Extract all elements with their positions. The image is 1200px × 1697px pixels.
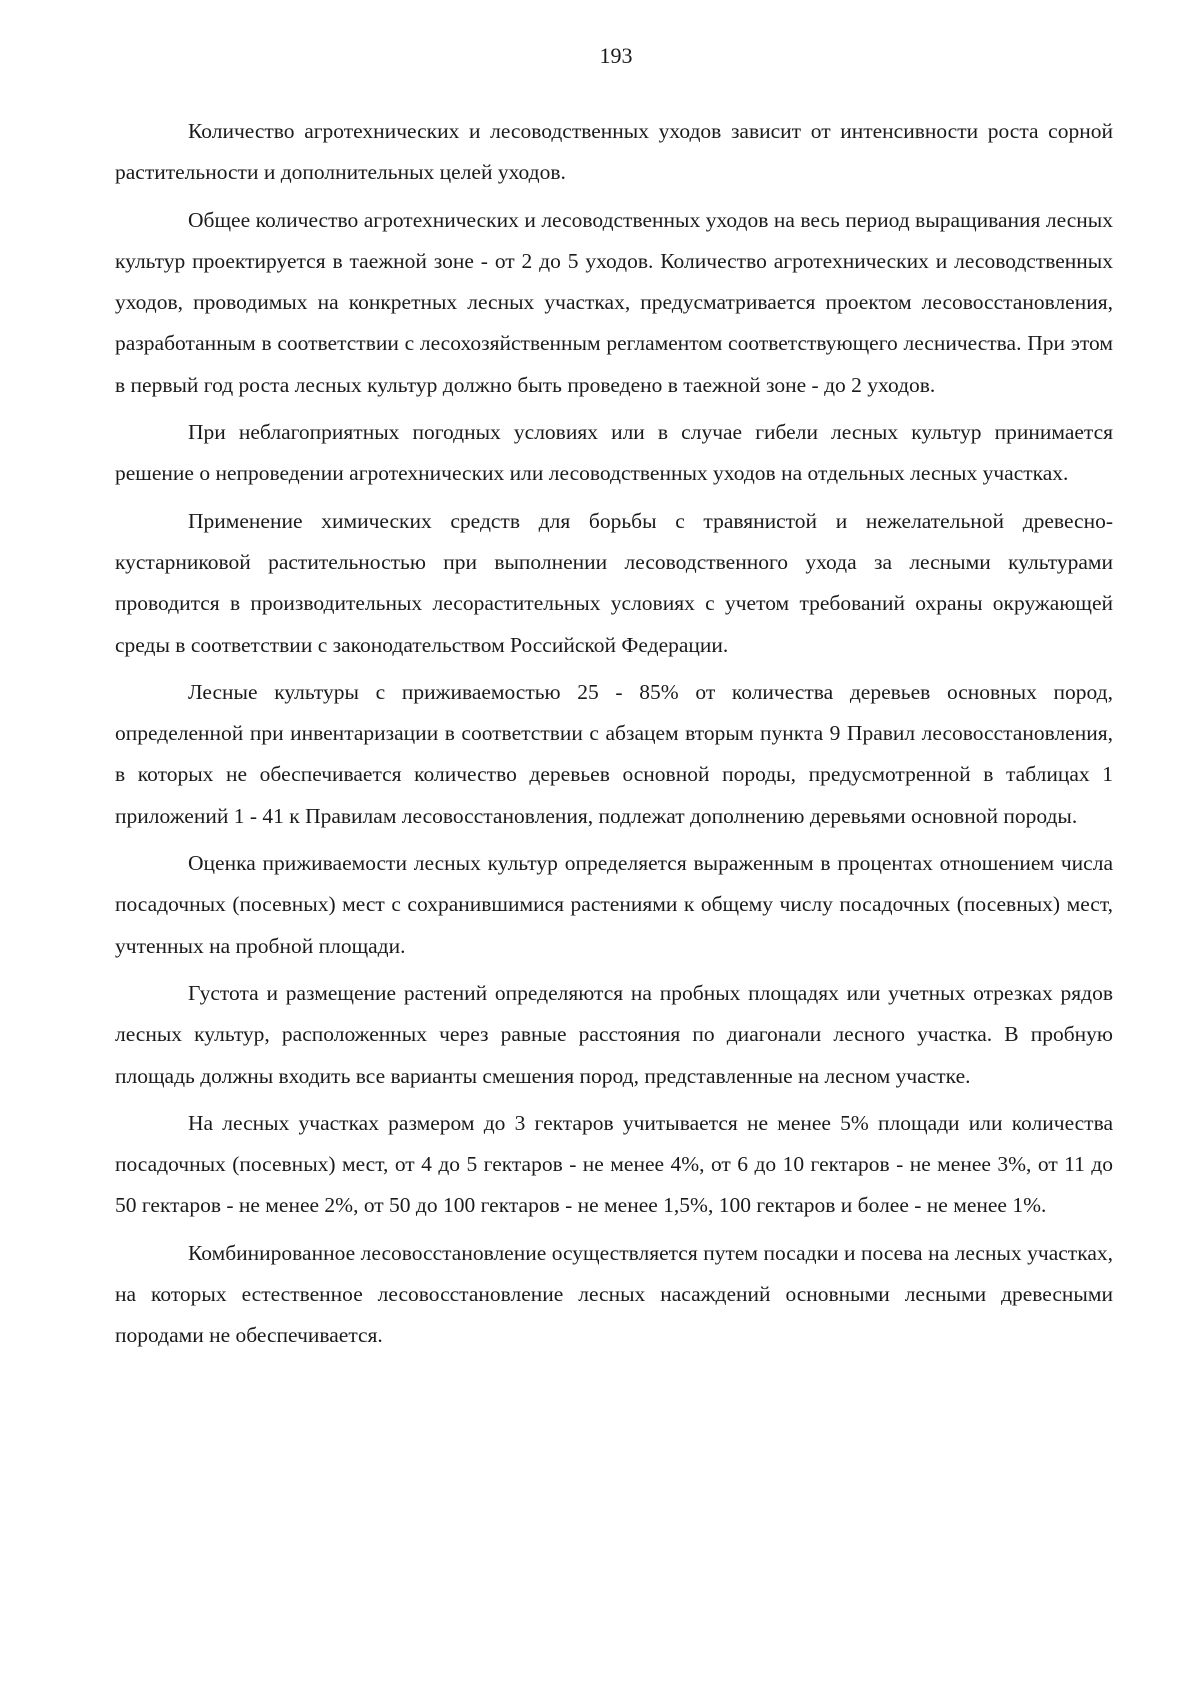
paragraph: Оценка приживаемости лесных культур определяется выраженным в процентах отношением числа посадочных (посевных) мест с сохранившимися растениями к общему числу посадочных (посевных) мест, учтенных на пробной площади. [115,851,1113,958]
paragraph: Количество агротехнических и лесоводственных уходов зависит от интенсивности роста сорной растительности и дополнительных целей уходов. [115,119,1113,185]
document-body [115,111,1113,1363]
paragraph: Лесные культуры с приживаемостью 25 - 85% от количества деревьев основных пород, определенной при инвентаризации в соответствии с абзацем вторым пункта 9 Правил лесовосстановления, в которых не обеспечивается количество деревьев основной породы, предусмотренной в таблицах 1 приложений 1 - 41 к Правилам лесовосстановления, подлежат дополнению деревьями основной породы. [115,679,1113,828]
paragraph: Общее количество агротехнических и лесоводственных уходов на весь период выращивания лесных культур проектируется в таежной зоне - от 2 до 5 уходов. Количество агротехнических и лесоводственных уходов, проводимых на конкретных лесных участках, предусматривается проектом лесовосстановления, разработанным в соответствии с лесохозяйственным регламентом соответствующего лесничества. При этом в первый год роста лесных культур должно быть проведено в таежной зоне - до 2 уходов. [115,207,1113,397]
paragraph: При неблагоприятных погодных условиях или в случае гибели лесных культур принимается решение о непроведении агротехнических или лесоводственных уходов на отдельных лесных участках. [115,420,1113,486]
paragraph: Комбинированное лесовосстановление осуществляется путем посадки и посева на лесных участках, на которых естественное лесовосстановление лесных насаждений основными лесными древесными породами не обеспечивается. [115,1240,1113,1348]
paragraph: Густота и размещение растений определяются на пробных площадях или учетных отрезках рядов лесных культур, расположенных через равные расстояния по диагонали лесного участка. В пробную площадь должны входить все варианты смешения пород, представленные на лесном участке. [115,980,1113,1088]
paragraph: Применение химических средств для борьбы с травянистой и нежелательной древесно-кустарниковой растительностью при выполнении лесоводственного ухода за лесными культурами проводится в производительных лесорастительных условиях с учетом требований охраны окружающей среды в соответствии с законодательством Российской Федерации. [115,508,1113,657]
page-number: 193 [599,43,633,68]
paragraph: На лесных участках размером до 3 гектаров учитывается не менее 5% площади или количества посадочных (посевных) мест, от 4 до 5 гектаров - не менее 4%, от 6 до 10 гектаров - не менее 3%, от 11 до 50 гектаров - не менее 2%, от 50 до 100 гектаров - не менее 1,5%, 100 гектаров и более - не менее 1%. [115,1110,1113,1218]
